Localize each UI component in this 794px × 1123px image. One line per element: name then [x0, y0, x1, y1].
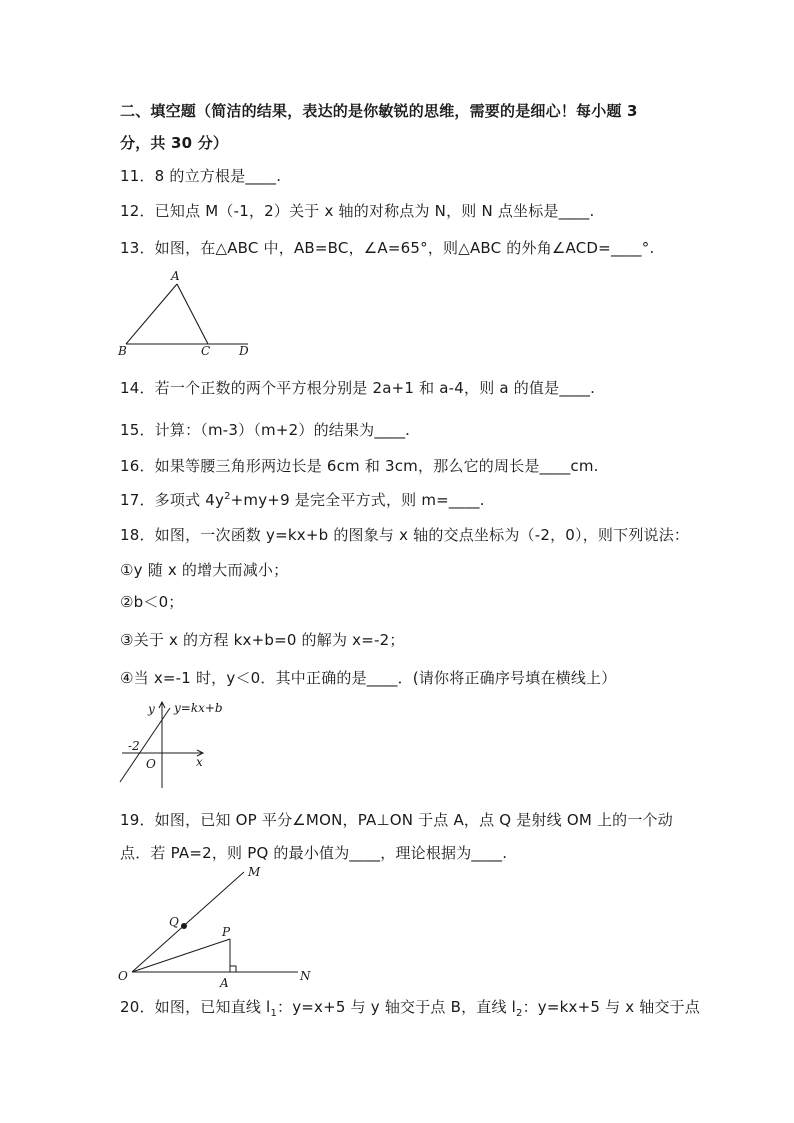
label-n: N: [300, 969, 311, 983]
label-p: P: [222, 925, 231, 939]
question-14: 14．若一个正数的两个平方根分别是 2a+1 和 a-4，则 a 的值是____.: [120, 379, 596, 397]
question-19-line1: 19．如图，已知 OP 平分∠MON，PA⊥ON 于点 A，点 Q 是射线 OM 上的一个动: [120, 811, 673, 829]
question-20: [120, 997, 700, 1024]
question-17-post: +my+9 是完全平方式，则 m=____.: [230, 491, 485, 509]
segment-op: [132, 939, 230, 972]
section-header-line1: 二、填空题（简洁的结果，表达的是你敏锐的思维，需要的是细心！每小题 3: [120, 102, 638, 120]
right-angle-mark: [230, 966, 236, 972]
label-a: A: [171, 269, 180, 283]
question-13: 13．如图，在△ABC 中，AB=BC，∠A=65°，则△ABC 的外角∠ACD=____°.: [120, 239, 655, 257]
label-o: O: [118, 969, 128, 983]
label-y: y: [148, 702, 155, 716]
question-17-pre: 17．多项式 4y: [120, 491, 225, 509]
label-function: y=kx+b: [174, 701, 223, 715]
question-18-option-3: ③关于 x 的方程 kx+b=0 的解为 x=-2；: [120, 631, 405, 649]
question-18-stem: 18．如图，一次函数 y=kx+b 的图象与 x 轴的交点坐标为（-2，0），则下列说法：: [120, 526, 690, 544]
segment-ab: [126, 284, 177, 344]
question-20-sub1: 1: [270, 1008, 277, 1019]
label-x: x: [196, 755, 203, 769]
label-q: Q: [169, 915, 179, 929]
question-17: [120, 487, 485, 510]
question-20-mid: ：y=x+5 与 y 轴交于点 B，直线 l: [277, 998, 517, 1016]
section-header-line2: 分，共 30 分）: [120, 134, 229, 152]
question-15: 15．计算：（m-3）（m+2）的结果为____.: [120, 421, 411, 439]
question-20-sub2: 2: [516, 1008, 523, 1019]
label-b: B: [118, 344, 127, 358]
figure-13-triangle: [112, 266, 262, 362]
question-16: 16．如果等腰三角形两边长是 6cm 和 3cm，那么它的周长是____cm.: [120, 457, 599, 475]
label-c: C: [201, 344, 211, 358]
question-17-exponent: 2: [224, 491, 231, 502]
question-18-option-4: ④当 x=-1 时，y＜0．其中正确的是____．(请你将正确序号填在横线上）: [120, 669, 617, 687]
question-18-option-2: ②b＜0；: [120, 593, 184, 611]
label-origin: O: [146, 757, 156, 771]
question-20-pre: 20．如图，已知直线 l: [120, 998, 271, 1016]
question-11: 11．8 的立方根是____.: [120, 167, 282, 185]
point-q-dot: [181, 923, 187, 929]
ray-om: [132, 872, 244, 972]
label-neg2: -2: [128, 739, 140, 753]
question-19-line2: 点．若 PA=2，则 PQ 的最小值为____，理论根据为____.: [120, 844, 508, 862]
label-m: M: [248, 865, 261, 879]
question-18-option-1: ①y 随 x 的增大而减小；: [120, 561, 289, 579]
label-a: A: [220, 976, 229, 990]
segment-ac: [177, 284, 208, 344]
question-12: 12．已知点 M（-1，2）关于 x 轴的对称点为 N，则 N 点坐标是____.: [120, 202, 595, 220]
label-d: D: [239, 344, 249, 358]
figure-19-angle-bisector: [112, 862, 318, 990]
figure-18-linear-graph: [112, 698, 232, 796]
question-20-post: ：y=kx+5 与 x 轴交于点: [522, 998, 701, 1016]
